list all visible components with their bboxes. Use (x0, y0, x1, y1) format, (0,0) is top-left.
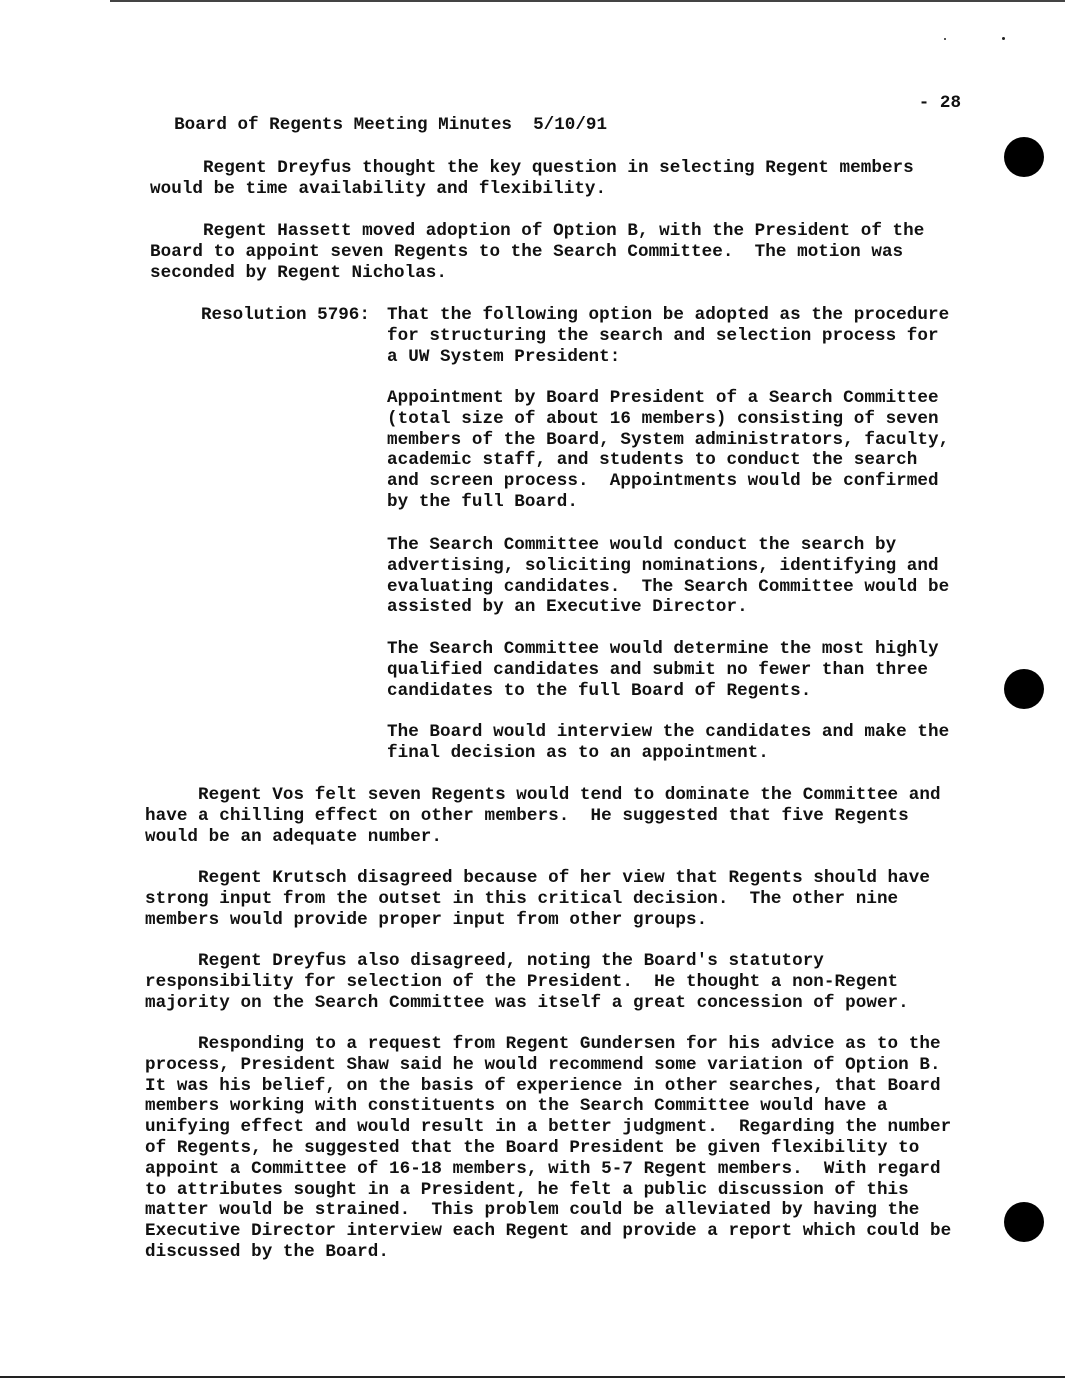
document-title: Board of Regents Meeting Minutes (174, 115, 512, 135)
meeting-date: 5/10/91 (533, 115, 608, 135)
page-header (153, 92, 961, 135)
resolution-label: Resolution 5796: (201, 305, 370, 325)
resolution-determine: The Search Committee would determine the most highly qualified candidates and submit no fewer than three candidates to the full Board of Regents. (387, 639, 939, 701)
resolution-appointment: Appointment by Board President of a Search Committee (total size of about 16 members) consisting of seven members of the Board, System administrators, faculty, academic staff, and students to conduct the search and screen process. Appointments would be confirmed by the full Board. (387, 388, 950, 512)
page-number: - 28 (918, 93, 961, 113)
scan-speck (944, 38, 946, 40)
paragraph-dreyfus-disagree: Regent Dreyfus also disagreed, noting the Board's statutory responsibility for selection of the President. He thought a non-Regent majority on the Search Committee was itself a great concession of power. (145, 951, 909, 1013)
punch-hole (1004, 137, 1044, 177)
paragraph-vos: Regent Vos felt seven Regents would tend to dominate the Committee and have a chilling effect on other members. He suggested that five Regents would be an adequate number. (145, 785, 941, 847)
resolution-interview: The Board would interview the candidates and make the final decision as to an appointment. (387, 722, 950, 763)
paragraph-dreyfus-time: Regent Dreyfus thought the key question in selecting Regent members would be time availability and flexibility. (150, 158, 914, 199)
top-border-line (110, 0, 1065, 2)
resolution-conduct: The Search Committee would conduct the search by advertising, soliciting nominations, identifying and evaluating candidates. The Search Committee would be assisted by an Executive Director. (387, 535, 950, 618)
paragraph-krutsch: Regent Krutsch disagreed because of her view that Regents should have strong input from the outset in this critical decision. The other nine members would provide proper input from other groups. (145, 868, 930, 930)
punch-hole (1004, 669, 1044, 709)
resolution-intro: That the following option be adopted as the procedure for structuring the search and selection process for a UW System President: (387, 305, 950, 367)
scan-speck (1002, 37, 1005, 40)
punch-hole (1004, 1202, 1044, 1242)
paragraph-shaw: Responding to a request from Regent Gundersen for his advice as to the process, President Shaw said he would recommend some variation of Option B. It was his belief, on the basis of experience in other searches, that Board members working with constituents on the Search Committee would have a unifying effect and would result in a better judgment. Regarding the number of Regents, he suggested that the Board President be given flexibility to appoint a Committee of 16-18 members, with 5-7 Regent members. With regard to attributes sought in a President, he felt a public discussion of this matter would be strained. This problem could be alleviated by having the Executive Director interview each Regent and provide a report which could be discussed by the Board. (145, 1034, 952, 1262)
paragraph-hassett-motion: Regent Hassett moved adoption of Option B, with the President of the Board to appoint seven Regents to the Search Committee. The motion was seconded by Regent Nicholas. (150, 221, 925, 283)
bottom-border-line (0, 1376, 1065, 1378)
